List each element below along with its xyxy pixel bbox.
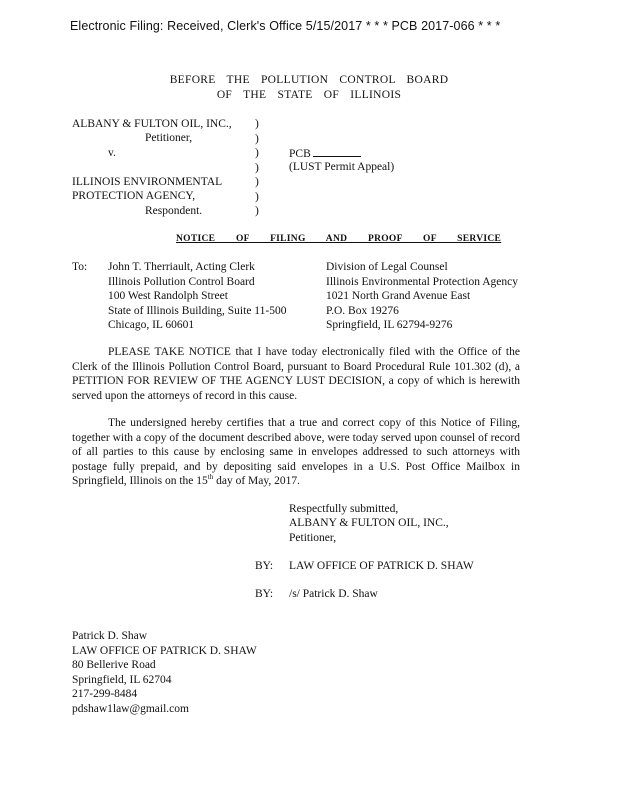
contact-city: Springfield, IL 62704 <box>72 673 172 686</box>
respondent-role: Respondent. <box>145 205 203 217</box>
case-type: (LUST Permit Appeal) <box>289 161 395 173</box>
respondent-line2: PROTECTION AGENCY, <box>72 190 196 202</box>
contact-firm: LAW OFFICE OF PATRICK D. SHAW <box>72 644 257 657</box>
address-line: Division of Legal Counsel <box>326 261 448 273</box>
address-line: John T. Therriault, Acting Clerk <box>108 261 255 273</box>
electronic-signature: /s/ Patrick D. Shaw <box>289 588 378 600</box>
recipient-address-left <box>108 260 286 333</box>
contact-name: Patrick D. Shaw <box>72 630 148 642</box>
address-line: Illinois Environmental Protection Agency <box>326 275 518 288</box>
recipient-address-right <box>326 260 518 333</box>
ordinal-suffix: th <box>207 473 214 482</box>
contact-street: 80 Bellerive Road <box>72 659 156 671</box>
address-line: Illinois Pollution Control Board <box>108 275 255 288</box>
attorney-contact-block <box>72 629 257 716</box>
paren: ) <box>255 176 259 188</box>
by-firm: LAW OFFICE OF PATRICK D. SHAW <box>289 560 474 572</box>
paren: ) <box>255 205 259 217</box>
petitioner-name: ALBANY & FULTON OIL, INC., <box>72 118 232 130</box>
address-line: State of Illinois Building, Suite 11-500 <box>108 304 287 317</box>
paren: ) <box>255 161 259 174</box>
respondent-line1: ILLINOIS ENVIRONMENTAL <box>72 176 223 188</box>
notice-paragraph <box>72 345 520 403</box>
board-title-line2: OF THE STATE OF ILLINOIS <box>216 89 402 101</box>
paren: ) <box>255 190 259 203</box>
paren: ) <box>255 147 259 159</box>
address-line: 1021 North Grand Avenue East <box>326 290 471 302</box>
signature-closing: Respectfully submitted, <box>289 503 399 515</box>
address-line: 100 West Randolph Street <box>108 290 228 302</box>
address-line: P.O. Box 19276 <box>326 304 399 317</box>
paren: ) <box>255 118 259 130</box>
address-line: Springfield, IL 62794-9276 <box>326 319 453 331</box>
signature-party: ALBANY & FULTON OIL, INC., <box>289 517 449 529</box>
case-number-label: PCB <box>289 148 311 160</box>
signature-role: Petitioner, <box>289 532 337 544</box>
versus-label: v. <box>108 147 116 159</box>
notice-title: NOTICE OF FILING AND PROOF OF SERVICE <box>176 234 502 244</box>
address-line: Chicago, IL 60601 <box>108 319 195 331</box>
certification-paragraph <box>72 416 520 489</box>
filing-stamp-header: Electronic Filing: Received, Clerk's Office 5/15/2017 * * * PCB 2017-066 * * * <box>70 19 501 33</box>
case-number-blank <box>313 146 361 157</box>
caption-paren-column <box>255 117 259 219</box>
board-title-line1: BEFORE THE POLLUTION CONTROL BOARD <box>169 74 449 86</box>
by-label-2: BY: <box>255 588 274 600</box>
petitioner-role: Petitioner, <box>145 132 193 144</box>
notice-text: PLEASE TAKE NOTICE that I have today electronically filed with the Office of the Clerk of the Illinois Pollution Control Board, pursuant to Board Procedural Rule 101.302 (d), a PETITION FOR REVIEW OF THE AGENCY LUST DECISION, a copy of which is herewith served upon the attorneys of record in this cause. <box>72 346 520 402</box>
by-label-1: BY: <box>255 560 274 572</box>
contact-phone: 217-299-8484 <box>72 688 138 700</box>
to-label: To: <box>72 261 88 273</box>
contact-email: pdshaw1law@gmail.com <box>72 702 189 715</box>
certification-text: The undersigned hereby certifies that a true and correct copy of this Notice of Filing, together with a copy of the document described above, were today served upon counsel of record of all parties to this cause by enclosing same in envelopes addressed to such attorneys with postage fully prepaid, and by depositing said envelopes in a U.S. Post Office Mailbox in Springfield, Illinois on the 15th day of May, 2017. <box>72 417 520 487</box>
paren: ) <box>255 132 259 145</box>
